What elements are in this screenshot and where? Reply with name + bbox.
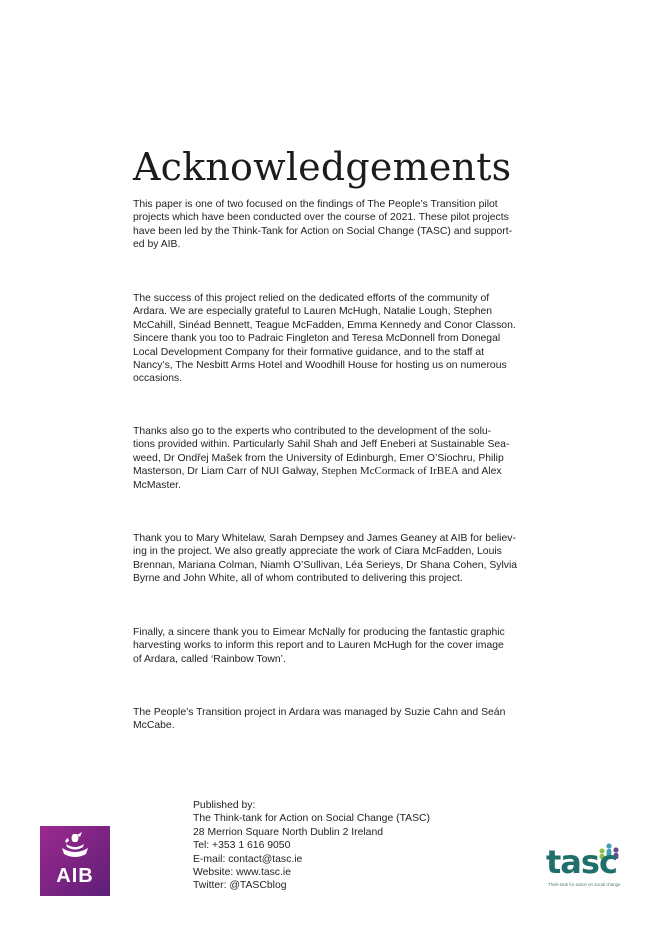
text-line: have been led by the Think-Tank for Action on Social Change (TASC) and support- [133,225,513,237]
text-line: projects which have been conducted over the course of 2021. These pilot projects [133,212,509,224]
publisher-phone: Tel: +353 1 616 9050 [193,840,291,852]
publisher-twitter: Twitter: @TASCblog [193,880,287,892]
text-line: Byrne and John White, all of whom contributed to delivering this project. [133,573,463,585]
text-line: tions provided within. Particularly Sahil Shah and Jeff Eneberi at Sustainable Sea- [133,439,510,451]
text-line: Finally, a sincere thank you to Eimear McNally for producing the fantastic graphic [133,627,505,638]
text-line: ing in the project. We also greatly appreciate the work of Ciara McFadden, Louis [133,546,502,558]
page-title: Acknowledgements [133,145,512,189]
serif-name-span: Stephen McCormack of IrBEA [321,465,459,478]
community-paragraph [133,292,543,386]
publisher-name: The Think-tank for Action on Social Change (TASC) [193,813,430,825]
text-line: Nancy’s, The Nesbitt Arms Hotel and Woodhill House for hosting us on numerous [133,360,507,372]
text-line: and Alex [461,466,502,478]
publisher-info [193,799,493,893]
aib-wordmark: AIB [56,865,94,887]
text-line: ed by AIB. [133,239,181,251]
graphic-harvesting-paragraph [133,626,543,666]
text-line: occasions. [133,373,183,385]
publisher-website: Website: www.tasc.ie [193,867,291,879]
publisher-address: 28 Merrion Square North Dublin 2 Ireland [193,826,384,838]
publisher-email: E-mail: contact@tasc.ie [193,853,303,865]
published-by-label: Published by: [193,800,256,811]
thanks-paragraph [133,532,543,586]
text-line: of Ardara, called ‘Rainbow Town’. [133,653,286,665]
tasc-wordmark: tasc [546,843,617,881]
text-line: Thank you to Mary Whitelaw, Sarah Dempsey and James Geaney at AIB for believ- [133,533,516,544]
text-line: Masterson, Dr Liam Carr of NUI Galway, [133,466,319,478]
text-line: The success of this project relied on the dedicated efforts of the community of [133,293,490,304]
text-line: harvesting works to inform this report and to Lauren McHugh for the cover image [133,640,504,652]
text-line: McMaster. [133,479,181,491]
text-line: This paper is one of two focused on the findings of The People’s Transition pilot [133,199,498,210]
management-paragraph [133,706,543,733]
text-line: Brennan, Mariana Colman, Niamh O’Sullivan, Léa Serieys, Dr Shana Cohen, Sylvia [133,559,518,571]
intro-paragraph [133,198,543,252]
text-line: Sincere thank you too to Padraic Fingleton and Teresa McDonnell from Donegal [133,333,501,345]
text-line: McCahill, Sinéad Bennett, Teague McFadden, Emma Kennedy and Conor Classon. [133,319,516,331]
text-line: weed, Dr Ondřej Mašek from the University of Edinburgh, Emer O’Siochru, Philip [133,452,504,464]
aib-ark-icon [40,826,110,866]
text-line: The People’s Transition project in Ardara was managed by Suzie Cahn and Seán [133,707,506,718]
text-line: Thanks also go to the experts who contributed to the development of the solu- [133,426,492,437]
tasc-logo [544,840,624,892]
aib-logo [40,826,110,896]
text-line: Ardara. We are especially grateful to Lauren McHugh, Natalie Lough, Stephen [133,306,493,318]
text-line: Local Development Company for their formative guidance, and to the staff at [133,346,484,358]
experts-paragraph [133,425,543,492]
tasc-tagline: Think-tank for action on social change [548,882,621,887]
text-line: McCabe. [133,720,175,732]
